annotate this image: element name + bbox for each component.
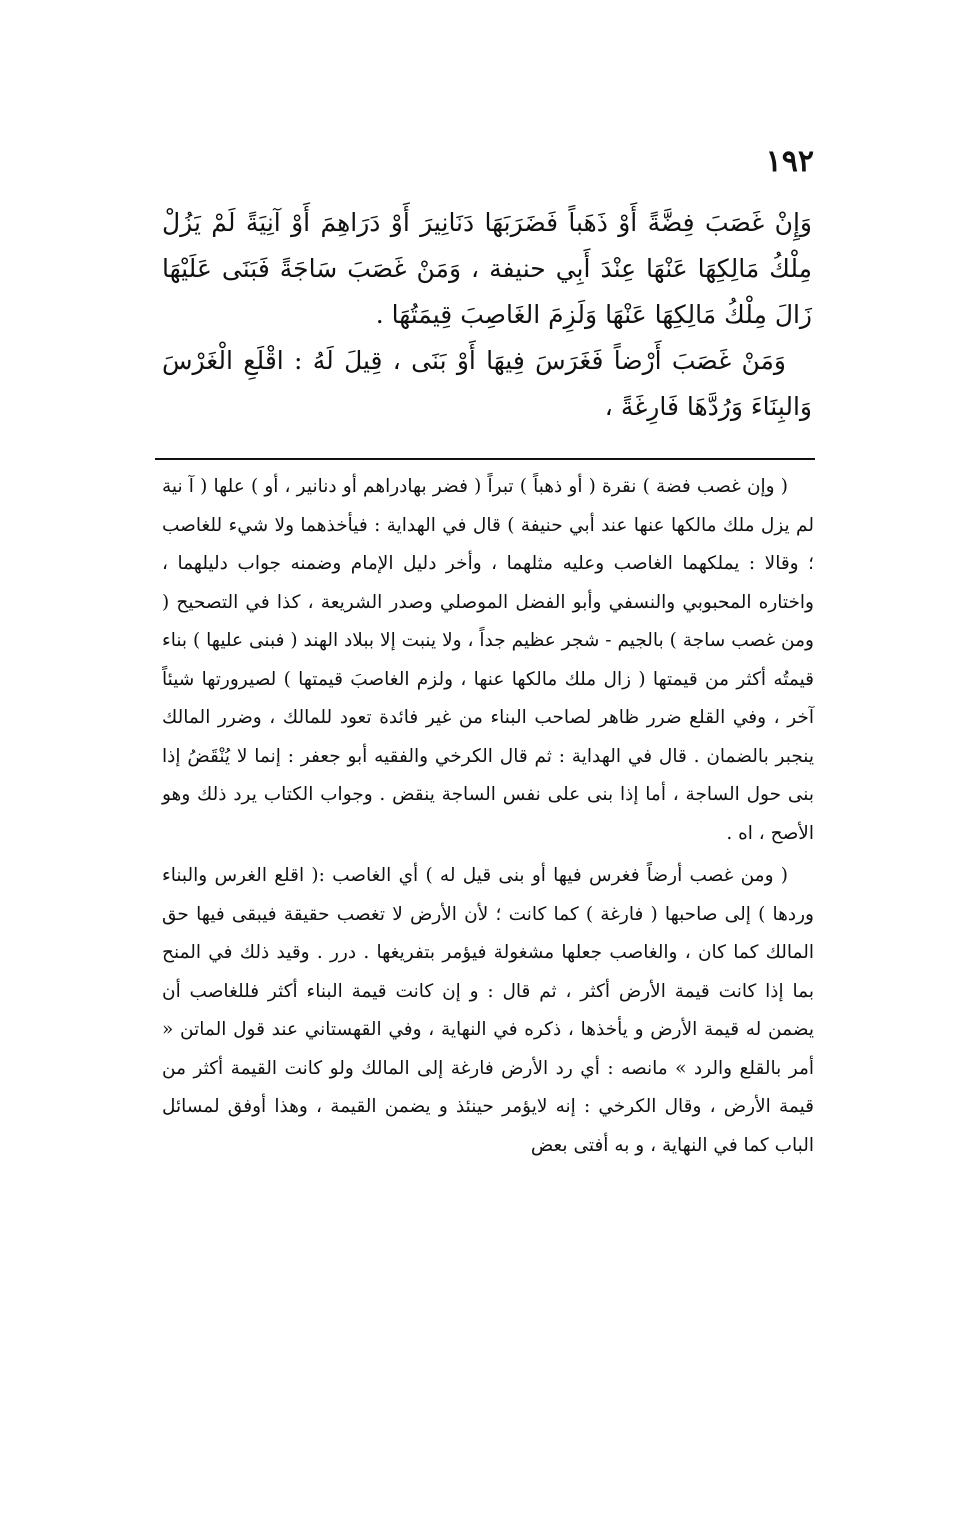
section-divider: [155, 458, 815, 460]
main-text-paragraph: وَإِنْ غَصَبَ فِضَّةً أَوْ ذَهَباً فَضَرَبَهَا دَنَانِيرَ أَوْ دَرَاهِمَ أَوْ آنِيَةً لَمْ يَزُلْ مِلْكُ مَالِكِهَا عَنْهَا عِنْدَ أَبِي حنيفة ، وَمَنْ غَصَبَ سَاجَةً فَبَنَى عَلَيْهَا زَالَ مِلْكُ مَالِكِهَا عَنْهَا وَلَزِمَ الغَاصِبَ قِيمَتُهَا .: [162, 208, 812, 329]
commentary-paragraph: ( ومن غصب أرضاً فغرس فيها أو بنى قيل له ) أي الغاصب :( اقلع الغرس والبناء وردها ) إلى صاحبها ( فارغة ) كما كانت ؛ لأن الأرض لا تغصب حقيقة فيبقى فيها حق المالك كما كان ، والغاصب جعلها مشغولة فيؤمر بتفريغها . درر . وقيد ذلك في المنح بما إذا كانت قيمة الأرض أكثر ، ثم قال : و إن كانت قيمة البناء أكثر فللغاصب أن يضمن له قيمة الأرض و يأخذها ، ذكره في النهاية ، وفي القهستاني عند قول الماتن « أمر بالقلع والرد » مانصه : أي رد الأرض فارغة إلى المالك ولو كانت القيمة أكثر من قيمة الأرض ، وقال الكرخي : إنه لايؤمر حينئذ و يضمن القيمة ، وهذا أوفق لمسائل الباب كما في النهاية ، و به أفتى بعض: [162, 865, 814, 1156]
commentary-paragraph: ( وإن غصب فضة ) نقرة ( أو ذهباً ) تبراً ( فضر بهادراهم أو دنانير ، أو ) علها ( آ نية لم يزل ملك مالكها عنها عند أبي حنيفة ) قال في الهداية : فيأخذهما ولا شيء للغاصب ؛ وقالا : يملكهما الغاصب وعليه مثلهما ، وأخر دليل الإمام وضمنه جواب دليلهما ، واختاره المحبوبي والنسفي وأبو الفضل الموصلي وصدر الشريعة ، كذا في التصحيح ( ومن غصب ساجة ) بالجيم - شجر عظيم جداً ، ولا ينبت إلا ببلاد الهند ( فبنى عليها ) بناء قيمتُه أكثر من قيمتها ( زال ملك مالكها عنها ، ولزم الغاصبَ قيمتها ) لصيرورتها شيئاً آخر ، وفي القلع ضرر ظاهر لصاحب البناء من غير فائدة تعود للمالك ، وضرر المالك ينجبر بالضمان . قال في الهداية : ثم قال الكرخي والفقيه أبو جعفر : إنما لا يُنْقَضُ إذا بنى حول الساجة ، أما إذا بنى على نفس الساجة ينقض . وجواب الكتاب يرد ذلك وهو الأصح ، اه .: [162, 476, 814, 844]
page-number: ١٩٢: [765, 144, 814, 179]
commentary-text: [162, 468, 814, 1165]
main-text: [162, 200, 812, 430]
main-text-paragraph: وَمَنْ غَصَبَ أَرْضاً فَغَرَسَ فِيهَا أَوْ بَنَى ، قِيلَ لَهُ : اقْلَعِ الْغَرْسَ وَالبِنَاءَ وَرُدَّهَا فَارِغَةً ،: [162, 346, 812, 421]
